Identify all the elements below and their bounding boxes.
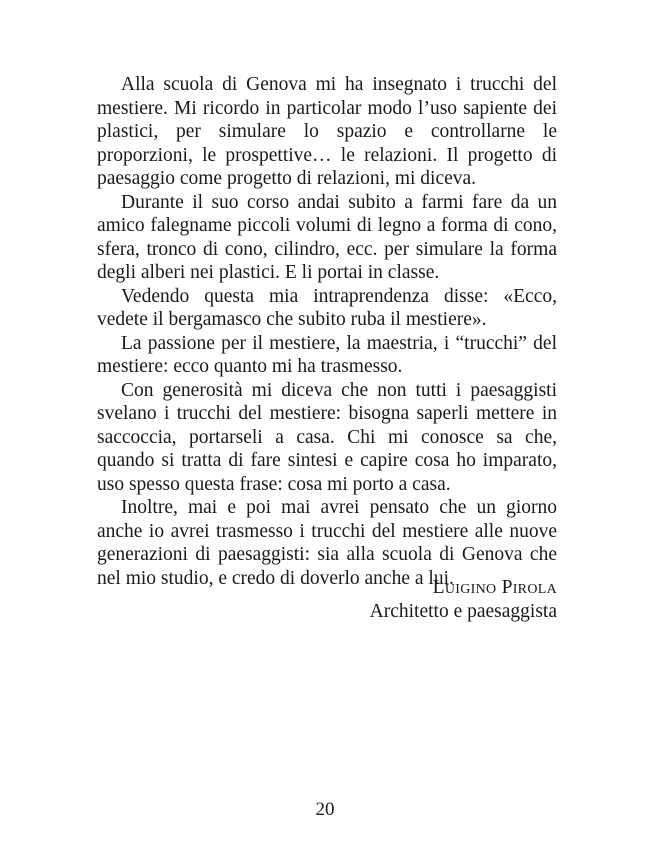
paragraph-2: Durante il suo corso andai subito a farmi fare da un amico falegname piccoli volumi di legno a forma di cono, sfera, tronco di cono, cilindro, ecc. per simulare la forma degli alberi nei plastici. E li portai in classe. — [97, 191, 557, 283]
signature-block — [370, 576, 557, 624]
body-text — [97, 73, 557, 590]
page-number: 20 — [315, 799, 335, 820]
paragraph-4: La passione per il mestiere, la maestria, i “trucchi” del mestiere: ecco quanto mi ha trasmesso. — [97, 332, 557, 377]
author-name: Luigino Pirola — [432, 577, 557, 598]
author-role: Architetto e paesaggista — [369, 601, 557, 622]
paragraph-6: Inoltre, mai e poi mai avrei pensato che un giorno anche io avrei trasmesso i trucchi del mestiere alle nuove generazioni di paesaggisti: sia alla scuola di Genova che nel mio studio, e credo di doverlo anche a lui. — [97, 497, 557, 589]
paragraph-5: Con generosità mi diceva che non tutti i paesaggisti svelano i trucchi del mestiere: bisogna saperli mettere in saccoccia, portarseli a casa. Chi mi conosce sa che, quando si tratta di fare sintesi e capire cosa ho imparato, uso spesso questa frase: cosa mi porto a casa. — [97, 379, 557, 495]
paragraph-3: Vedendo questa mia intraprendenza disse: «Ecco, vedete il bergamasco che subito ruba il mestiere». — [97, 285, 557, 330]
paragraph-1: Alla scuola di Genova mi ha insegnato i trucchi del mestiere. Mi ricordo in particolar modo l’uso sapiente dei plastici, per simulare lo spazio e controllarne le proporzioni, le prospettive… le relazioni. Il progetto di paesaggio come progetto di relazioni, mi diceva. — [97, 74, 557, 189]
